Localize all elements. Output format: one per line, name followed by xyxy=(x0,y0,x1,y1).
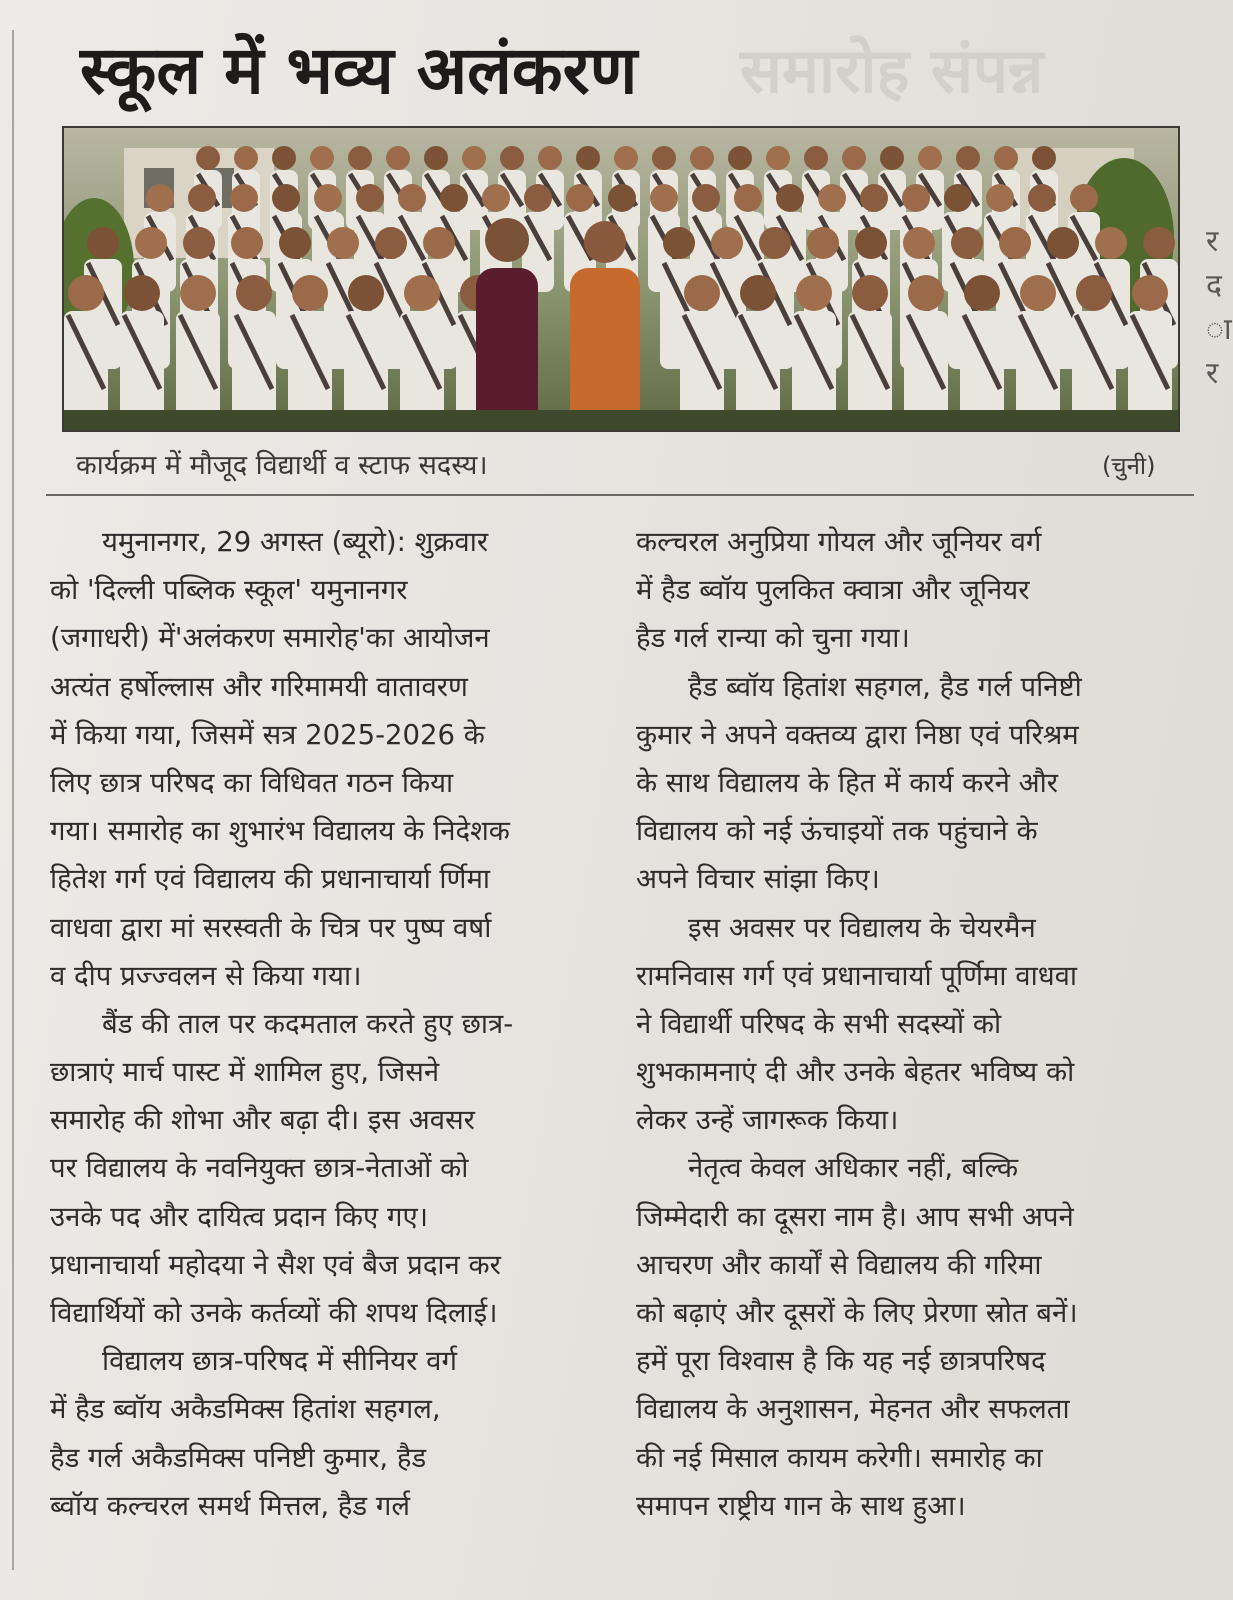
text-line: छात्राएं मार्च पास्ट में शामिल हुए, जिसने xyxy=(50,1056,440,1089)
student-head xyxy=(908,275,944,311)
student-head xyxy=(728,146,752,170)
text-line: बैंड की ताल पर कदमताल करते हुए छात्र- xyxy=(102,1007,514,1040)
text-line: की नई मिसाल कायम करेगी। समारोह का xyxy=(636,1441,1043,1474)
student-head xyxy=(734,184,762,212)
fragment-char: द xyxy=(1206,268,1222,303)
student-head xyxy=(663,227,695,259)
student-head xyxy=(986,184,1014,212)
fragment-char: ा xyxy=(1206,312,1232,347)
student-head xyxy=(652,146,676,170)
text-line: (जगाधरी) में'अलंकरण समारोह'का आयोजन xyxy=(50,622,490,655)
text-line: को बढ़ाएं और दूसरों के लिए प्रेरणा स्रोत बनें। xyxy=(636,1297,1078,1329)
student-head xyxy=(272,184,300,212)
article-column-left xyxy=(50,518,600,1530)
text-line: ने विद्यार्थी परिषद के सभी सदस्यों को xyxy=(636,1007,1002,1040)
student-head xyxy=(999,227,1031,259)
student-head xyxy=(188,184,216,212)
student-head xyxy=(711,227,743,259)
student-head xyxy=(1020,275,1056,311)
student-head xyxy=(356,184,384,212)
student-head xyxy=(690,146,714,170)
student-head xyxy=(766,146,790,170)
student-head xyxy=(462,146,486,170)
student-head xyxy=(776,184,804,212)
student-head xyxy=(855,227,887,259)
staff-member-head xyxy=(584,221,626,263)
student-head xyxy=(818,184,846,212)
student-head xyxy=(1070,184,1098,212)
student-head xyxy=(944,184,972,212)
text-line: हितेश गर्ग एवं विद्यालय की प्रधानाचार्या र्णिमा xyxy=(50,863,491,896)
caption-divider xyxy=(46,494,1194,496)
article-column-right xyxy=(636,518,1192,1530)
text-line: रामनिवास गर्ग एवं प्रधानाचार्या पूर्णिमा वाधवा xyxy=(636,959,1078,992)
text-line: में हैड ब्वॉय अकैडमिक्स हितांश सहगल, xyxy=(50,1393,441,1426)
fragment-char: र xyxy=(1206,224,1219,259)
student-head xyxy=(87,227,119,259)
text-line: हमें पूरा विश्वास है कि यह नई छात्रपरिषद xyxy=(636,1345,1046,1378)
staff-member-saree xyxy=(570,268,640,430)
student-head xyxy=(231,227,263,259)
text-line: लेकर उन्हें जागरूक किया। xyxy=(636,1104,899,1137)
student-head xyxy=(608,184,636,212)
student-head xyxy=(196,146,220,170)
text-line: नेतृत्व केवल अधिकार नहीं, बल्कि xyxy=(688,1152,1019,1185)
text-line: विद्यालय के अनुशासन, मेहनत और सफलता xyxy=(636,1393,1070,1426)
student-head xyxy=(804,146,828,170)
student-head xyxy=(1076,275,1112,311)
student-head xyxy=(956,146,980,170)
student-head xyxy=(918,146,942,170)
student-head xyxy=(842,146,866,170)
student-head xyxy=(68,275,104,311)
text-line: लिए छात्र परिषद का विधिवत गठन किया xyxy=(50,766,454,799)
student-head xyxy=(524,184,552,212)
student-head xyxy=(440,184,468,212)
ground xyxy=(64,410,1178,430)
student-head xyxy=(1143,227,1175,259)
student-head xyxy=(146,184,174,212)
fragment-char: र xyxy=(1206,356,1219,391)
student-head xyxy=(684,275,720,311)
page-fold-line xyxy=(12,30,14,1570)
student-head xyxy=(234,146,258,170)
student-head xyxy=(272,146,296,170)
text-line: अत्यंत हर्षोल्लास और गरिमामयी वातावरण xyxy=(50,670,468,703)
student-head xyxy=(386,146,410,170)
group-photo xyxy=(62,126,1180,432)
text-line: हैड गर्ल अकैडमिक्स पनिष्टी कुमार, हैड xyxy=(50,1441,427,1474)
student-head xyxy=(1028,184,1056,212)
text-line: ब्वॉय कल्चरल समर्थ मित्तल, हैड गर्ल xyxy=(50,1489,410,1522)
student-head xyxy=(576,146,600,170)
student-head xyxy=(852,275,888,311)
text-line: समारोह की शोभा और बढ़ा दी। इस अवसर xyxy=(50,1104,475,1137)
student-head xyxy=(650,184,678,212)
faded-headline: समारोह संपन्न xyxy=(740,34,1044,107)
student-head xyxy=(807,227,839,259)
photo-credit: (चुनी) xyxy=(1102,452,1156,480)
text-line: प्रधानाचार्या महोदया ने सैश एवं बैज प्रदान कर xyxy=(50,1248,501,1281)
text-line: में किया गया, जिसमें सत्र 2025-2026 के xyxy=(50,718,485,751)
student-head xyxy=(292,275,328,311)
student-head xyxy=(500,146,524,170)
student-head xyxy=(902,184,930,212)
student-head xyxy=(538,146,562,170)
text-line: गया। समारोह का शुभारंभ विद्यालय के निदेशक xyxy=(50,815,510,848)
text-line: जिम्मेदारी का दूसरा नाम है। आप सभी अपने xyxy=(636,1200,1074,1233)
student-head xyxy=(230,184,258,212)
text-line: उनके पद और दायित्व प्रदान किए गए। xyxy=(50,1200,429,1233)
text-line: आचरण और कार्यों से विद्यालय की गरिमा xyxy=(636,1248,1042,1281)
student-head xyxy=(482,184,510,212)
text-line: विद्यालय छात्र-परिषद में सीनियर वर्ग xyxy=(102,1345,457,1378)
text-line: अपने विचार सांझा किए। xyxy=(636,863,880,896)
student-head xyxy=(740,275,776,311)
staff-member-maroon xyxy=(476,268,538,430)
text-line: समापन राष्ट्रीय गान के साथ हुआ। xyxy=(636,1489,966,1522)
student-head xyxy=(951,227,983,259)
headline: स्कूल में भव्य अलंकरण xyxy=(80,32,638,109)
student-head xyxy=(183,227,215,259)
student-head xyxy=(398,184,426,212)
student-head xyxy=(903,227,935,259)
student-head xyxy=(1132,275,1168,311)
adjacent-column-fragments xyxy=(1206,220,1230,396)
student-head xyxy=(1047,227,1079,259)
student-head xyxy=(348,275,384,311)
text-line: शुभकामनाएं दी और उनके बेहतर भविष्य को xyxy=(636,1056,1075,1089)
student-head xyxy=(375,227,407,259)
text-line: कल्चरल अनुप्रिया गोयल और जूनियर वर्ग xyxy=(636,526,1042,558)
student-head xyxy=(180,275,216,311)
student-head xyxy=(124,275,160,311)
student-head xyxy=(279,227,311,259)
student-head xyxy=(348,146,372,170)
text-line: इस अवसर पर विद्यालय के चेयरमैन xyxy=(688,911,1036,944)
text-line: हैड गर्ल रान्या को चुना गया। xyxy=(636,622,910,655)
text-line: विद्यार्थियों को उनके कर्तव्यों की शपथ दिलाई। xyxy=(50,1297,498,1329)
student-head xyxy=(566,184,594,212)
student-head xyxy=(994,146,1018,170)
student-head xyxy=(236,275,272,311)
student-head xyxy=(964,275,1000,311)
student-head xyxy=(314,184,342,212)
photo-caption: कार्यक्रम में मौजूद विद्यार्थी व स्टाफ सदस्य। xyxy=(76,450,488,481)
text-line: को 'दिल्ली पब्लिक स्कूल' यमुनानगर xyxy=(50,574,408,607)
student-head xyxy=(423,227,455,259)
student-head xyxy=(692,184,720,212)
staff-member-head xyxy=(485,218,529,262)
student-head xyxy=(860,184,888,212)
student-head xyxy=(614,146,638,170)
student-head xyxy=(796,275,832,311)
student-head xyxy=(424,146,448,170)
text-line: में हैड ब्वॉय पुलकित क्वात्रा और जूनियर xyxy=(636,574,1030,607)
text-line: पर विद्यालय के नवनियुक्त छात्र-नेताओं को xyxy=(50,1152,469,1185)
student-head xyxy=(759,227,791,259)
student-head xyxy=(135,227,167,259)
text-line: कुमार ने अपने वक्तव्य द्वारा निष्ठा एवं परिश्रम xyxy=(636,718,1079,751)
text-line: यमुनानगर, 29 अगस्त (ब्यूरो): शुक्रवार xyxy=(102,526,489,558)
student-head xyxy=(1032,146,1056,170)
text-line: व दीप प्रज्ज्वलन से किया गया। xyxy=(50,959,362,992)
student-head xyxy=(327,227,359,259)
text-line: के साथ विद्यालय के हित में कार्य करने और xyxy=(636,766,1058,799)
student-head xyxy=(310,146,334,170)
student-head xyxy=(880,146,904,170)
text-line: वाधवा द्वारा मां सरस्वती के चित्र पर पुष्प वर्षा xyxy=(50,911,492,944)
student-head xyxy=(1095,227,1127,259)
text-line: विद्यालय को नई ऊंचाइयों तक पहुंचाने के xyxy=(636,815,1038,848)
group-photo-illustration xyxy=(64,128,1178,430)
student-head xyxy=(404,275,440,311)
text-line: हैड ब्वॉय हितांश सहगल, हैड गर्ल पनिष्टी xyxy=(688,670,1082,703)
